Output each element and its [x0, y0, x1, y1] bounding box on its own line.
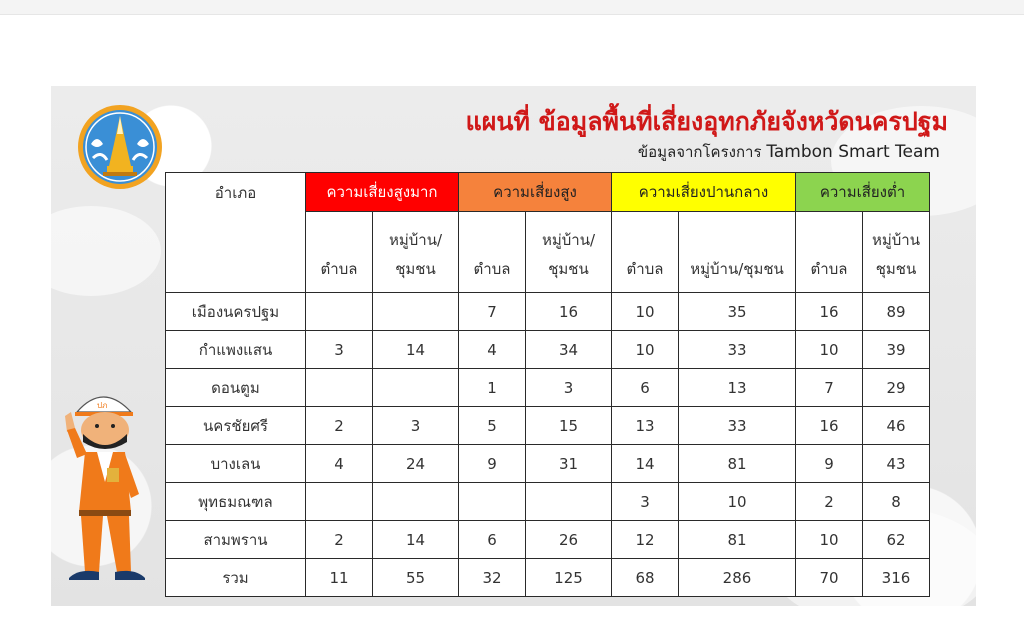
tambon-subheader: ตำบล [459, 212, 526, 293]
village-count-cell: 8 [863, 483, 930, 521]
village-count-cell: 35 [679, 293, 796, 331]
village-count-cell: 33 [679, 407, 796, 445]
province-seal-logo [77, 104, 163, 190]
village-count-cell: 14 [373, 521, 459, 559]
village-count-cell: 26 [526, 521, 612, 559]
tambon-count-cell [459, 483, 526, 521]
village-subheader [863, 212, 930, 293]
background-cloud [51, 206, 161, 296]
tambon-count-cell: 10 [796, 331, 863, 369]
village-count-cell: 31 [526, 445, 612, 483]
village-subheader-line2: ชุมชน [395, 260, 436, 278]
tambon-count-cell: 5 [459, 407, 526, 445]
tambon-count-cell: 10 [612, 331, 679, 369]
tambon-count-cell: 11 [306, 559, 373, 597]
district-column-header: อำเภอ [166, 173, 306, 293]
flood-risk-infographic [51, 86, 976, 606]
tambon-count-cell: 70 [796, 559, 863, 597]
tambon-count-cell: 10 [796, 521, 863, 559]
tambon-count-cell: 6 [459, 521, 526, 559]
village-count-cell [373, 293, 459, 331]
table-row [166, 331, 930, 369]
tambon-count-cell: 4 [459, 331, 526, 369]
tambon-count-cell: 4 [306, 445, 373, 483]
village-count-cell: 46 [863, 407, 930, 445]
tambon-subheader: ตำบล [796, 212, 863, 293]
village-subheader-line1: หมู่บ้าน/ [541, 231, 596, 249]
village-count-cell: 16 [526, 293, 612, 331]
village-count-cell: 286 [679, 559, 796, 597]
table-row [166, 521, 930, 559]
tambon-subheader: ตำบล [306, 212, 373, 293]
tambon-count-cell [306, 483, 373, 521]
village-count-cell: 15 [526, 407, 612, 445]
table-row [166, 369, 930, 407]
tambon-count-cell: 1 [459, 369, 526, 407]
village-count-cell [373, 369, 459, 407]
table-row [166, 407, 930, 445]
village-subheader [526, 212, 612, 293]
village-count-cell: 81 [679, 445, 796, 483]
village-count-cell: 43 [863, 445, 930, 483]
page-title: แผนที่ ข้อมูลพื้นที่เสี่ยงอุทกภัยจังหวัดนครปฐม [465, 107, 948, 136]
tambon-count-cell: 68 [612, 559, 679, 597]
subtitle-prefix: ข้อมูลจากโครงการ [637, 143, 762, 161]
village-count-cell: 125 [526, 559, 612, 597]
district-name-cell: ดอนตูม [166, 369, 306, 407]
village-count-cell: 89 [863, 293, 930, 331]
table-row [166, 483, 930, 521]
tambon-count-cell: 3 [306, 331, 373, 369]
tambon-count-cell: 2 [306, 407, 373, 445]
tambon-subheader: ตำบล [612, 212, 679, 293]
district-name-cell: กำแพงแสน [166, 331, 306, 369]
village-count-cell: 39 [863, 331, 930, 369]
tambon-count-cell: 16 [796, 293, 863, 331]
village-count-cell [373, 483, 459, 521]
district-name-cell: นครชัยศรี [166, 407, 306, 445]
village-count-cell: 3 [373, 407, 459, 445]
table-row [166, 445, 930, 483]
village-count-cell: 55 [373, 559, 459, 597]
mascot-illustration [55, 386, 151, 592]
village-count-cell: 3 [526, 369, 612, 407]
district-name-cell: สามพราน [166, 521, 306, 559]
risk-level-very-high-header: ความเสี่ยงสูงมาก [306, 173, 459, 212]
tambon-count-cell [306, 369, 373, 407]
district-name-cell: บางเลน [166, 445, 306, 483]
tambon-count-cell [306, 293, 373, 331]
village-subheader: หมู่บ้าน/ชุมชน [679, 212, 796, 293]
village-count-cell: 81 [679, 521, 796, 559]
risk-level-high-header: ความเสี่ยงสูง [459, 173, 612, 212]
tambon-count-cell: 2 [796, 483, 863, 521]
village-count-cell: 62 [863, 521, 930, 559]
village-count-cell [526, 483, 612, 521]
tambon-count-cell: 12 [612, 521, 679, 559]
village-count-cell: 24 [373, 445, 459, 483]
page-subtitle [638, 140, 940, 164]
tambon-count-cell: 6 [612, 369, 679, 407]
tambon-count-cell: 9 [459, 445, 526, 483]
tambon-count-cell: 14 [612, 445, 679, 483]
flood-risk-table [165, 172, 930, 597]
village-count-cell: 33 [679, 331, 796, 369]
village-count-cell: 14 [373, 331, 459, 369]
district-name-cell: พุทธมณฑล [166, 483, 306, 521]
risk-level-low-header: ความเสี่ยงต่ำ [796, 173, 930, 212]
district-name-cell: เมืองนครปฐม [166, 293, 306, 331]
tambon-count-cell: 16 [796, 407, 863, 445]
mascot-helmet-badge: ปภ [97, 401, 108, 410]
tambon-count-cell: 32 [459, 559, 526, 597]
village-count-cell: 34 [526, 331, 612, 369]
subtitle-project: Tambon Smart Team [766, 142, 940, 162]
village-subheader-line2: ชุมชน [548, 260, 589, 278]
tambon-count-cell: 13 [612, 407, 679, 445]
tambon-count-cell: 7 [796, 369, 863, 407]
village-count-cell: 29 [863, 369, 930, 407]
tambon-count-cell: 10 [612, 293, 679, 331]
village-subheader [373, 212, 459, 293]
village-count-cell: 10 [679, 483, 796, 521]
tambon-count-cell: 3 [612, 483, 679, 521]
tambon-count-cell: 2 [306, 521, 373, 559]
village-subheader-line2: ชุมชน [875, 260, 917, 278]
risk-level-medium-header: ความเสี่ยงปานกลาง [612, 173, 796, 212]
district-name-cell: รวม [166, 559, 306, 597]
tambon-count-cell: 9 [796, 445, 863, 483]
village-subheader-line1: หมู่บ้าน [872, 231, 920, 249]
tambon-count-cell: 7 [459, 293, 526, 331]
village-subheader-line1: หมู่บ้าน/ [388, 231, 443, 249]
browser-top-strip [0, 0, 1024, 15]
village-count-cell: 13 [679, 369, 796, 407]
table-row [166, 559, 930, 597]
village-count-cell: 316 [863, 559, 930, 597]
table-row [166, 293, 930, 331]
